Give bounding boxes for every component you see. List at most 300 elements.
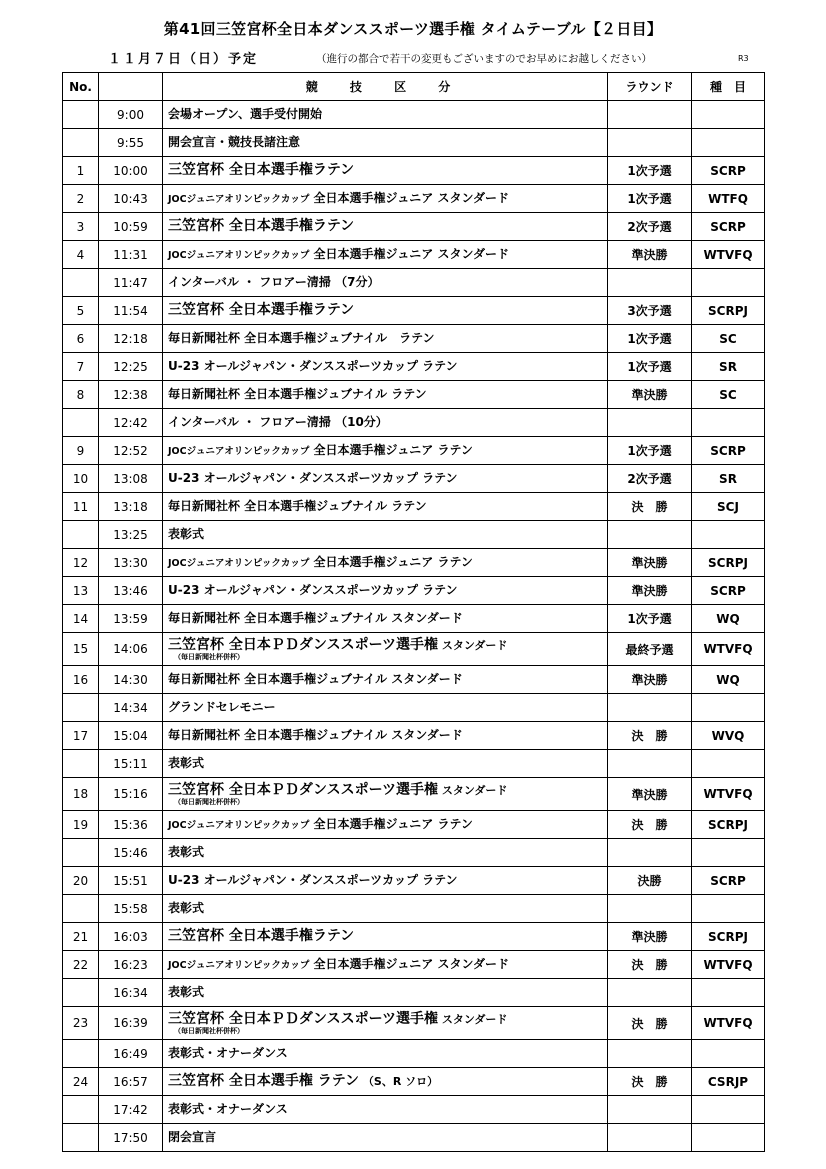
event-name: 表彰式 <box>168 527 205 541</box>
event-prefix: JOCジュニアオリンピックカップ <box>168 193 310 205</box>
row-event <box>163 297 608 325</box>
event-prefix: JOCジュニアオリンピックカップ <box>168 249 310 261</box>
event-line <box>168 555 607 571</box>
event-line <box>168 901 607 916</box>
row-number <box>63 1096 99 1124</box>
row-type <box>692 839 765 867</box>
event-line <box>168 135 607 150</box>
row-event <box>163 1124 608 1152</box>
row-event <box>163 185 608 213</box>
table-row <box>63 951 765 979</box>
event-name: 三笠宮杯 全日本ＰＤダンススポーツ選手権 <box>168 636 439 653</box>
row-event <box>163 493 608 521</box>
event-name: 表彰式・オナーダンス <box>168 1102 288 1116</box>
event-name: U-23 オールジャパン・ダンススポーツカップ ラテン <box>168 873 458 887</box>
row-round: 3次予選 <box>608 297 692 325</box>
row-type: SCRPJ <box>692 549 765 577</box>
table-row <box>63 778 765 811</box>
row-event <box>163 867 608 895</box>
row-round: 準決勝 <box>608 778 692 811</box>
row-time: 14:34 <box>99 694 163 722</box>
row-number: 17 <box>63 722 99 750</box>
row-type: WTVFQ <box>692 778 765 811</box>
row-time: 10:00 <box>99 157 163 185</box>
event-name: 毎日新聞社杯 全日本選手権ジュブナイル スタンダード <box>168 728 463 742</box>
row-number <box>63 521 99 549</box>
table-row <box>63 157 765 185</box>
event-prefix: JOCジュニアオリンピックカップ <box>168 819 310 831</box>
row-type <box>692 409 765 437</box>
event-line <box>168 817 607 833</box>
row-type: SCRPJ <box>692 923 765 951</box>
row-time: 15:11 <box>99 750 163 778</box>
row-round: 決 勝 <box>608 951 692 979</box>
row-type <box>692 1096 765 1124</box>
row-number: 7 <box>63 353 99 381</box>
row-type: WTVFQ <box>692 241 765 269</box>
row-time: 11:54 <box>99 297 163 325</box>
table-row <box>63 979 765 1007</box>
event-name: 表彰式・オナーダンス <box>168 1046 288 1060</box>
row-time: 15:04 <box>99 722 163 750</box>
event-line <box>168 985 607 1000</box>
event-note: （毎日新聞社杯併杯） <box>174 1026 244 1035</box>
row-number: 6 <box>63 325 99 353</box>
row-event <box>163 353 608 381</box>
row-time: 12:38 <box>99 381 163 409</box>
event-line <box>168 611 607 626</box>
row-event <box>163 381 608 409</box>
event-line <box>168 929 607 944</box>
header-no: No. <box>63 73 99 101</box>
table-row <box>63 213 765 241</box>
event-prefix: JOCジュニアオリンピックカップ <box>168 557 310 569</box>
row-time: 15:16 <box>99 778 163 811</box>
table-row <box>63 437 765 465</box>
row-event <box>163 811 608 839</box>
row-number <box>63 1124 99 1152</box>
row-event <box>163 951 608 979</box>
row-number: 21 <box>63 923 99 951</box>
row-type <box>692 101 765 129</box>
row-round: 準決勝 <box>608 666 692 694</box>
row-event <box>163 241 608 269</box>
event-line <box>168 247 607 263</box>
row-time: 13:18 <box>99 493 163 521</box>
row-time: 15:58 <box>99 895 163 923</box>
row-time: 15:36 <box>99 811 163 839</box>
row-time: 9:00 <box>99 101 163 129</box>
table-row <box>63 325 765 353</box>
table-row <box>63 185 765 213</box>
row-time: 15:51 <box>99 867 163 895</box>
event-line <box>168 331 607 346</box>
event-line <box>168 359 607 374</box>
row-number: 9 <box>63 437 99 465</box>
row-number: 12 <box>63 549 99 577</box>
row-round: 2次予選 <box>608 465 692 493</box>
row-time: 16:57 <box>99 1068 163 1096</box>
row-number <box>63 1040 99 1068</box>
row-round <box>608 409 692 437</box>
row-event <box>163 101 608 129</box>
row-number <box>63 979 99 1007</box>
event-name: 三笠宮杯 全日本選手権ラテン <box>168 218 355 234</box>
row-round: 最終予選 <box>608 633 692 666</box>
table-row <box>63 269 765 297</box>
row-time: 9:55 <box>99 129 163 157</box>
timetable <box>62 72 765 1152</box>
event-line <box>168 1102 607 1117</box>
row-number: 10 <box>63 465 99 493</box>
event-line <box>168 303 607 318</box>
header-event: 競 技 区 分 <box>163 73 608 101</box>
row-number <box>63 694 99 722</box>
header-time <box>99 73 163 101</box>
table-row <box>63 1007 765 1040</box>
row-number: 13 <box>63 577 99 605</box>
event-line <box>168 1012 607 1027</box>
table-row <box>63 811 765 839</box>
row-event <box>163 1007 608 1040</box>
row-round: 準決勝 <box>608 577 692 605</box>
row-type: SR <box>692 465 765 493</box>
table-row <box>63 521 765 549</box>
row-number: 5 <box>63 297 99 325</box>
row-number: 4 <box>63 241 99 269</box>
row-round: 1次予選 <box>608 325 692 353</box>
row-type <box>692 694 765 722</box>
row-number <box>63 101 99 129</box>
row-number: 8 <box>63 381 99 409</box>
row-time: 16:34 <box>99 979 163 1007</box>
row-event <box>163 722 608 750</box>
event-name: 三笠宮杯 全日本選手権 ラテン <box>168 1073 360 1089</box>
row-event <box>163 839 608 867</box>
table-row <box>63 101 765 129</box>
header-round: ラウンド <box>608 73 692 101</box>
event-line <box>168 499 607 514</box>
row-type: CSRJP <box>692 1068 765 1096</box>
event-name: 三笠宮杯 全日本ＰＤダンススポーツ選手権 <box>168 781 439 798</box>
row-time: 13:25 <box>99 521 163 549</box>
table-row <box>63 633 765 666</box>
event-name: 毎日新聞社杯 全日本選手権ジュブナイル ラテン <box>168 331 435 345</box>
event-line <box>168 700 607 715</box>
event-name: 全日本選手権ジュニア スタンダード <box>309 190 509 205</box>
row-event <box>163 325 608 353</box>
table-row <box>63 241 765 269</box>
row-event <box>163 666 608 694</box>
table-row <box>63 1040 765 1068</box>
table-row <box>63 839 765 867</box>
event-name: グランドセレモニー <box>168 700 276 714</box>
event-line <box>168 191 607 207</box>
event-line <box>168 219 607 234</box>
row-type: SC <box>692 381 765 409</box>
event-line <box>168 387 607 402</box>
row-type <box>692 521 765 549</box>
event-line <box>168 275 607 290</box>
row-type <box>692 129 765 157</box>
event-name: インターバル ・ フロアー清掃 （7分） <box>168 275 380 289</box>
row-type: WTVFQ <box>692 1007 765 1040</box>
event-name: インターバル ・ フロアー清掃 （10分） <box>168 415 388 429</box>
event-line <box>168 728 607 743</box>
row-number: 19 <box>63 811 99 839</box>
row-number: 2 <box>63 185 99 213</box>
row-event <box>163 750 608 778</box>
row-number: 23 <box>63 1007 99 1040</box>
event-date: １１月７日（日）予定 <box>108 52 259 67</box>
event-name: 表彰式 <box>168 901 205 915</box>
event-suffix: スタンダード <box>438 1012 508 1026</box>
event-name: 会場オープン、選手受付開始 <box>168 107 322 121</box>
row-event <box>163 465 608 493</box>
row-number <box>63 129 99 157</box>
row-event <box>163 633 608 666</box>
row-round <box>608 839 692 867</box>
table-row <box>63 666 765 694</box>
event-suffix: スタンダード <box>438 783 508 797</box>
row-round <box>608 1096 692 1124</box>
event-name: 全日本選手権ジュニア ラテン <box>309 554 473 569</box>
row-round <box>608 521 692 549</box>
row-round <box>608 979 692 1007</box>
table-row <box>63 605 765 633</box>
event-line <box>168 443 607 459</box>
event-name: 毎日新聞社杯 全日本選手権ジュブナイル ラテン <box>168 387 427 401</box>
event-prefix: JOCジュニアオリンピックカップ <box>168 445 310 457</box>
row-event <box>163 269 608 297</box>
row-number <box>63 839 99 867</box>
row-number: 14 <box>63 605 99 633</box>
event-line <box>168 163 607 178</box>
event-note: （毎日新聞社杯併杯） <box>174 652 244 661</box>
table-row <box>63 722 765 750</box>
event-line <box>168 756 607 771</box>
row-time: 13:59 <box>99 605 163 633</box>
row-time: 12:18 <box>99 325 163 353</box>
row-round <box>608 129 692 157</box>
row-number: 22 <box>63 951 99 979</box>
event-name: 毎日新聞社杯 全日本選手権ジュブナイル ラテン <box>168 499 427 513</box>
event-name: 毎日新聞社杯 全日本選手権ジュブナイル スタンダード <box>168 672 463 686</box>
row-event <box>163 1040 608 1068</box>
row-event <box>163 923 608 951</box>
row-type <box>692 750 765 778</box>
event-line <box>168 1046 607 1061</box>
event-line <box>168 471 607 486</box>
event-line <box>168 957 607 973</box>
row-type: WTVFQ <box>692 633 765 666</box>
event-name: 三笠宮杯 全日本ＰＤダンススポーツ選手権 <box>168 1010 439 1027</box>
event-name: 表彰式 <box>168 845 205 859</box>
row-time: 16:39 <box>99 1007 163 1040</box>
event-name: 毎日新聞社杯 全日本選手権ジュブナイル スタンダード <box>168 611 463 625</box>
table-row <box>63 493 765 521</box>
row-event <box>163 157 608 185</box>
row-round: 1次予選 <box>608 437 692 465</box>
row-type: WVQ <box>692 722 765 750</box>
row-type: SR <box>692 353 765 381</box>
row-event <box>163 549 608 577</box>
row-time: 13:30 <box>99 549 163 577</box>
event-line <box>168 1130 607 1145</box>
row-type <box>692 1040 765 1068</box>
event-line <box>168 783 607 798</box>
event-name: U-23 オールジャパン・ダンススポーツカップ ラテン <box>168 583 458 597</box>
row-type: SC <box>692 325 765 353</box>
event-line <box>168 415 607 430</box>
row-type: SCRP <box>692 213 765 241</box>
row-event <box>163 1096 608 1124</box>
event-line <box>168 583 607 598</box>
event-name: 全日本選手権ジュニア ラテン <box>309 816 473 831</box>
row-time: 12:52 <box>99 437 163 465</box>
event-name: 閉会宣言 <box>168 1130 217 1144</box>
row-number <box>63 895 99 923</box>
row-round <box>608 269 692 297</box>
row-type <box>692 979 765 1007</box>
row-round: 決 勝 <box>608 722 692 750</box>
row-event <box>163 1068 608 1096</box>
event-line <box>168 873 607 888</box>
row-time: 13:46 <box>99 577 163 605</box>
row-round: 準決勝 <box>608 923 692 951</box>
row-round: 決勝 <box>608 867 692 895</box>
row-time: 11:47 <box>99 269 163 297</box>
event-name: 三笠宮杯 全日本選手権ラテン <box>168 302 355 318</box>
row-number: 1 <box>63 157 99 185</box>
row-event <box>163 521 608 549</box>
table-row <box>63 694 765 722</box>
row-round: 1次予選 <box>608 353 692 381</box>
row-type <box>692 1124 765 1152</box>
row-time: 14:06 <box>99 633 163 666</box>
row-time: 10:59 <box>99 213 163 241</box>
row-type: WQ <box>692 605 765 633</box>
row-type: WTFQ <box>692 185 765 213</box>
table-row <box>63 867 765 895</box>
row-event <box>163 895 608 923</box>
row-time: 16:23 <box>99 951 163 979</box>
event-suffix: （S、R ソロ） <box>359 1075 439 1088</box>
event-suffix: スタンダード <box>438 638 508 652</box>
table-row <box>63 129 765 157</box>
document-title: 第41回三笠宮杯全日本ダンススポーツ選手権 タイムテーブル【２日目】 <box>163 20 663 38</box>
table-row <box>63 1124 765 1152</box>
event-name: 全日本選手権ジュニア ラテン <box>309 442 473 457</box>
event-line <box>168 527 607 542</box>
event-line <box>168 845 607 860</box>
event-name: 全日本選手権ジュニア スタンダード <box>309 246 509 261</box>
row-number: 3 <box>63 213 99 241</box>
row-type: SCRP <box>692 437 765 465</box>
row-type: SCRP <box>692 157 765 185</box>
event-line <box>168 672 607 687</box>
row-time: 11:31 <box>99 241 163 269</box>
row-time: 17:50 <box>99 1124 163 1152</box>
row-time: 15:46 <box>99 839 163 867</box>
row-number: 20 <box>63 867 99 895</box>
table-row <box>63 549 765 577</box>
revision-label: R3 <box>738 54 749 63</box>
row-time: 10:43 <box>99 185 163 213</box>
row-event <box>163 694 608 722</box>
row-number: 24 <box>63 1068 99 1096</box>
header-type: 種 目 <box>692 73 765 101</box>
table-row <box>63 297 765 325</box>
row-type <box>692 895 765 923</box>
table-row <box>63 381 765 409</box>
row-time: 16:03 <box>99 923 163 951</box>
row-time: 17:42 <box>99 1096 163 1124</box>
row-round <box>608 895 692 923</box>
row-round: 決 勝 <box>608 493 692 521</box>
event-name: 全日本選手権ジュニア スタンダード <box>309 956 509 971</box>
row-round: 決 勝 <box>608 811 692 839</box>
table-row <box>63 409 765 437</box>
table-row <box>63 1068 765 1096</box>
header-row <box>63 73 765 101</box>
row-event <box>163 213 608 241</box>
event-name: 三笠宮杯 全日本選手権ラテン <box>168 162 355 178</box>
table-row <box>63 750 765 778</box>
row-type: SCRP <box>692 577 765 605</box>
event-prefix: JOCジュニアオリンピックカップ <box>168 959 310 971</box>
row-time: 12:25 <box>99 353 163 381</box>
table-row <box>63 923 765 951</box>
row-event <box>163 129 608 157</box>
row-round: 決 勝 <box>608 1007 692 1040</box>
row-event <box>163 778 608 811</box>
row-round <box>608 101 692 129</box>
table-row <box>63 465 765 493</box>
row-type: WQ <box>692 666 765 694</box>
event-line <box>168 107 607 122</box>
event-name: 三笠宮杯 全日本選手権ラテン <box>168 928 355 944</box>
event-name: 表彰式 <box>168 756 205 770</box>
row-event <box>163 979 608 1007</box>
row-event <box>163 577 608 605</box>
row-type: WTVFQ <box>692 951 765 979</box>
row-round: 1次予選 <box>608 605 692 633</box>
row-type <box>692 269 765 297</box>
row-event <box>163 605 608 633</box>
event-name: 表彰式 <box>168 985 205 999</box>
row-round: 準決勝 <box>608 381 692 409</box>
row-number <box>63 269 99 297</box>
row-type: SCRPJ <box>692 811 765 839</box>
table-row <box>63 1096 765 1124</box>
row-number: 11 <box>63 493 99 521</box>
row-time: 16:49 <box>99 1040 163 1068</box>
row-number <box>63 409 99 437</box>
row-round: 1次予選 <box>608 157 692 185</box>
row-type: SCRP <box>692 867 765 895</box>
row-time: 13:08 <box>99 465 163 493</box>
table-row <box>63 895 765 923</box>
table-row <box>63 353 765 381</box>
row-number: 18 <box>63 778 99 811</box>
row-number: 16 <box>63 666 99 694</box>
event-line <box>168 1074 607 1089</box>
event-line <box>168 638 607 653</box>
event-name: U-23 オールジャパン・ダンススポーツカップ ラテン <box>168 359 458 373</box>
row-round: 準決勝 <box>608 549 692 577</box>
row-round: 準決勝 <box>608 241 692 269</box>
